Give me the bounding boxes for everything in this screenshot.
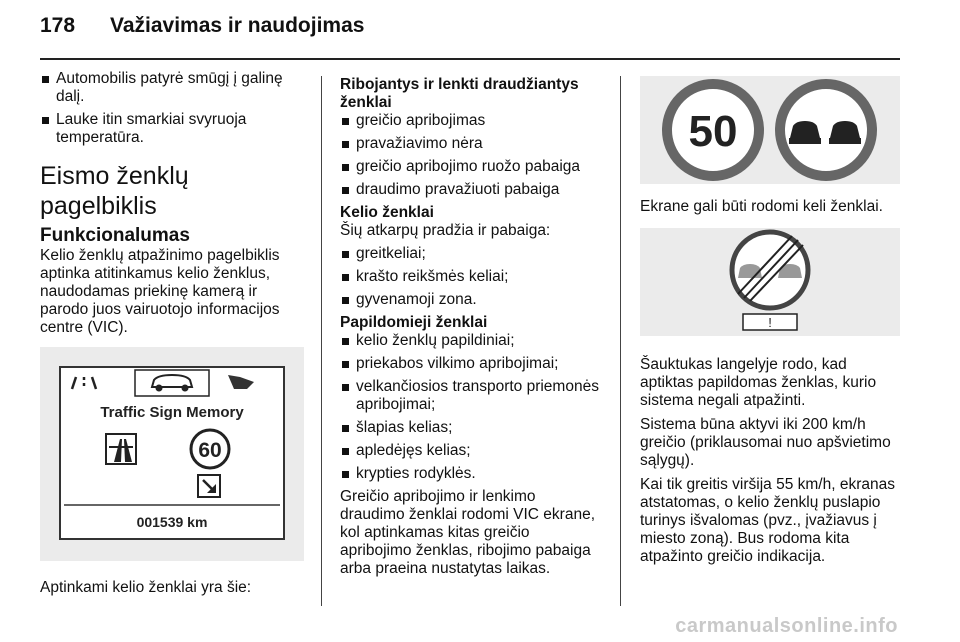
page-number: 178 (40, 14, 76, 37)
list-item: gyvenamoji zona. (340, 291, 604, 309)
speed-limit-value: 60 (198, 439, 222, 462)
road-signs-list (340, 245, 604, 309)
column-1 (40, 70, 304, 603)
exclamation-mark: ! (768, 315, 772, 330)
list-item: draudimo pravažiuoti pabaiga (340, 181, 604, 199)
column-divider-2 (620, 76, 621, 606)
list-item: šlapias kelias; (340, 419, 604, 437)
list-item: krašto reikšmės keliai; (340, 268, 604, 286)
display-title: Traffic Sign Memory (100, 404, 244, 421)
no-overtaking-sign (780, 84, 872, 176)
speed-limit-value: 50 (688, 107, 738, 156)
text-reset: Kai tik greitis viršija 55 km/h, ekranas atstatomas, o kelio ženklų puslapio turinys išvalomas (pvz., įvažiavus į miesto zoną). Bus rodoma kita atpažinto greičio indikacija. (640, 476, 895, 565)
vic-display-figure (40, 347, 304, 561)
header-rule (40, 58, 900, 60)
speed-limit-sign (667, 84, 759, 176)
vic-display-illustration (40, 347, 304, 561)
list-item: krypties rodyklės. (340, 465, 604, 483)
page-header (40, 14, 364, 38)
text-active-range: Sistema būna aktyvi iki 200 km/h greičio (priklausomai nuo apšvietimo sąlygų). (640, 416, 891, 469)
end-of-restriction-figure (640, 228, 900, 336)
section-title: Eismo ženklų pagelbiklis (40, 162, 189, 220)
column-2 (340, 76, 604, 584)
text-multiple-signs: Ekrane gali būti rodomi keli ženklai. (640, 198, 883, 215)
figure-caption: Aptinkami kelio ženklai yra šie: (40, 579, 252, 596)
odometer-readout: 001539 km (136, 514, 208, 530)
closing-paragraph: Greičio apribojimo ir lenkimo draudimo ženklai rodomi VIC ekrane, kol aptinkamas kitas greičio apribojimo ženklas, ribojimo pabaiga arba praeina nustatytas laikas. (340, 488, 596, 577)
subsection-title: Funkcionalumas (40, 225, 190, 246)
list-item: Lauke itin smarkiai svyruoja temperatūra. (40, 111, 304, 147)
column-3 (640, 76, 904, 572)
group-title-restrictive: Ribojantys ir lenkti draudžiantys ženklai (340, 76, 579, 111)
restrictive-signs-list (340, 112, 604, 199)
list-item: greičio apribojimas (340, 112, 604, 130)
column-divider-1 (321, 76, 322, 606)
list-item: greičio apribojimo ruožo pabaiga (340, 158, 604, 176)
speed-limit-sign (191, 430, 229, 468)
list-item: priekabos vilkimo apribojimai; (340, 355, 604, 373)
text-exclamation: Šauktukas langelyje rodo, kad aptiktas papildomas ženklas, kurio sistema negali atpažinti. (640, 356, 877, 409)
signs-figure (640, 76, 900, 184)
end-of-no-overtaking-sign (732, 232, 808, 308)
list-item: pravažiavimo nėra (340, 135, 604, 153)
list-item: velkančiosios transporto priemonės apribojimai; (340, 378, 604, 414)
list-item: kelio ženklų papildiniai; (340, 332, 604, 350)
list-item: Automobilis patyrė smūgį į galinę dalį. (40, 70, 304, 106)
intro-paragraph: Kelio ženklų atpažinimo pagelbiklis aptinka atitinkamus kelio ženklus, naudodamas priekinę kamerą ir parodo juos vairuotojo informacijos centre (VIC). (40, 247, 280, 336)
end-sign-illustration (640, 228, 900, 336)
page-title: Važiavimas ir naudojimas (110, 14, 365, 37)
list-item: greitkeliai; (340, 245, 604, 263)
direction-arrow-icon (198, 475, 220, 497)
bullet-list-1 (40, 70, 304, 147)
watermark: carmanualsonline.info (675, 615, 898, 637)
list-item: apledėjęs kelias; (340, 442, 604, 460)
motorway-sign-icon (106, 434, 136, 464)
group-title-additional: Papildomieji ženklai (340, 314, 488, 331)
road-signs-intro: Šių atkarpų pradžia ir pabaiga: (340, 222, 551, 239)
signs-illustration (640, 76, 900, 184)
group-title-road-signs: Kelio ženklai (340, 204, 434, 221)
additional-signs-list (340, 332, 604, 483)
